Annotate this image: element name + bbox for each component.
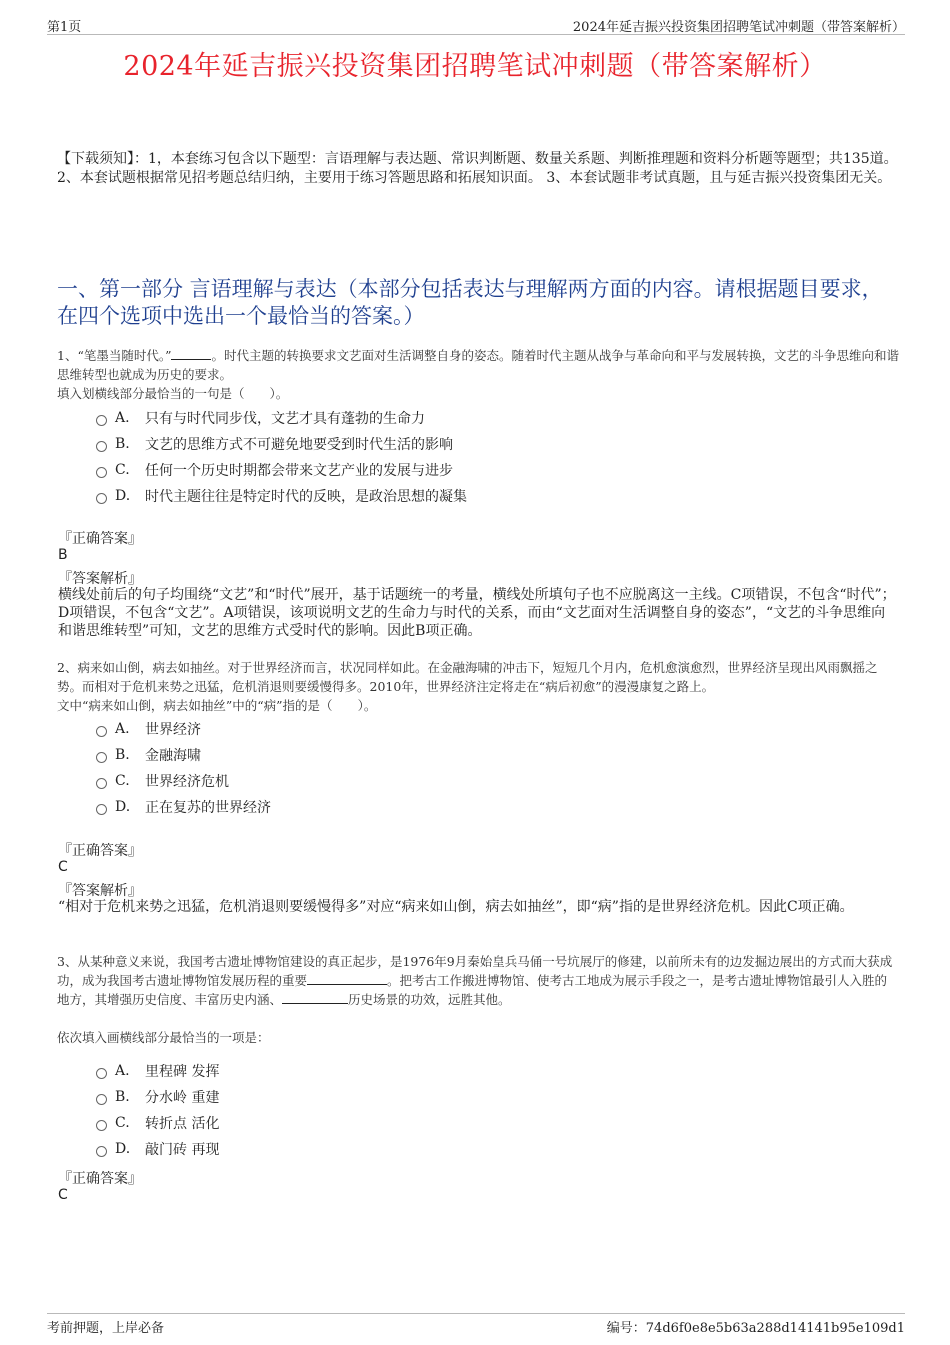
option-d[interactable]: D. 敲门砖 再现: [96, 1136, 796, 1162]
correct-answer-value: C: [58, 1187, 68, 1203]
option-a[interactable]: A. 里程碑 发挥: [96, 1058, 796, 1084]
answer-blank: [171, 347, 211, 360]
option-b[interactable]: B. 分水岭 重建: [96, 1084, 796, 1110]
question-1-text: 1、“笔墨当随时代。” 。时代主题的转换要求文艺面对生活调整自身的姿态。随着时代主题从战争与革命向和平与发展转换，文艺的斗争思维向和谐思维转型也就成为历史的要求。 填入划横线部分最恰当的一句是（ ）。: [57, 348, 899, 401]
radio-icon[interactable]: [96, 1120, 107, 1131]
correct-answer-label: 『正确答案』: [58, 1171, 142, 1187]
option-d[interactable]: D. 时代主题往往是特定时代的反映，是政治思想的凝集: [96, 483, 796, 509]
question-3-prompt: 依次填入画横线部分最恰当的一项是：: [57, 1030, 270, 1045]
option-c[interactable]: C. 世界经济危机: [96, 768, 796, 794]
option-d[interactable]: D. 正在复苏的世界经济: [96, 794, 796, 820]
correct-answer-label: 『正确答案』: [58, 531, 142, 547]
option-a[interactable]: A. 只有与时代同步伐，文艺才具有蓬勃的生命力: [96, 405, 796, 431]
radio-icon[interactable]: [96, 415, 107, 426]
answer-blank: [307, 972, 387, 985]
correct-answer-label: 『正确答案』: [58, 843, 142, 859]
footer-document-id: 编号：74d6f0e8e5b63a288d14141b95e109d1: [606, 1321, 905, 1336]
question-3-text: 3、从某种意义来说，我国考古遗址博物馆建设的真正起步，是1976年9月秦始皇兵马俑一号坑展厅的修建，以前所未有的边发掘边展出的方式而大获成功，成为我国考古遗址博物馆发展历程的重要 。把考古工作搬进博物馆、使考古工地成为展示手段之一，是考古遗址博物馆最引人入胜的地方，其增强历史信度、丰富历史内涵、 历史场景的功效，远胜其他。: [57, 954, 893, 1007]
radio-icon[interactable]: [96, 778, 107, 789]
option-c[interactable]: C. 转折点 活化: [96, 1110, 796, 1136]
radio-icon[interactable]: [96, 1094, 107, 1105]
section-heading: 一、第一部分 言语理解与表达（本部分包括表达与理解两方面的内容。请根据题目要求，在四个选项中选出一个最恰当的答案。）: [57, 277, 883, 328]
explanation-text: “相对于危机来势之迅猛，危机消退则要缓慢得多”对应“病来如山倒，病去如抽丝”，即“病”指的是世界经济危机。因此C项正确。: [58, 899, 854, 915]
question-2-prompt: 文中“病来如山倒，病去如抽丝”中的“病”指的是（ ）。: [57, 698, 377, 713]
explanation-text: 横线处前后的句子均围绕“文艺”和“时代”展开，基于话题统一的考量，横线处所填句子也不应脱离这一主线。C项错误，不包含“时代”；D项错误，不包含“文艺”。A项错误，该项说明文艺的生命力与时代的关系，而由“文艺面对生活调整自身的姿态”，“文艺的斗争思维向和谐思维转型”可知，文艺的思维方式受时代的影响。因此B项正确。: [58, 587, 896, 639]
correct-answer-value: B: [58, 547, 68, 563]
question-1-options: [96, 405, 796, 509]
correct-answer-value: C: [58, 859, 68, 875]
radio-icon[interactable]: [96, 441, 107, 452]
download-notice: 【下载须知】：1，本套练习包含以下题型：言语理解与表达题、常识判断题、数量关系题、判断推理题和资料分析题等题型；共135道。 2、本套试题根据常见招考题总结归纳，主要用于练习答题思路和拓展知识面。 3、本套试题非考试真题，且与延吉振兴投资集团无关。: [57, 151, 898, 186]
footer-slogan: 考前押题，上岸必备: [47, 1321, 165, 1336]
answer-blank: [282, 991, 348, 1004]
question-2-text: 2、病来如山倒，病去如抽丝。对于世界经济而言，状况同样如此。在金融海啸的冲击下，短短几个月内，危机愈演愈烈，世界经济呈现出风雨飘摇之势。而相对于危机来势之迅猛，危机消退则要缓慢得多。2010年，世界经济注定将走在“病后初愈”的漫漫康复之路上。 文中“病来如山倒，病去如抽丝”中的“病”指的是（ ）。: [57, 660, 878, 713]
page-header: [47, 14, 905, 35]
question-3-options: [96, 1058, 796, 1162]
document-title: 2024年延吉振兴投资集团招聘笔试冲刺题（带答案解析）: [123, 51, 827, 82]
option-a[interactable]: A. 世界经济: [96, 716, 796, 742]
radio-icon[interactable]: [96, 726, 107, 737]
radio-icon[interactable]: [96, 493, 107, 504]
page-number: 第1页: [47, 20, 82, 35]
option-b[interactable]: B. 金融海啸: [96, 742, 796, 768]
radio-icon[interactable]: [96, 467, 107, 478]
radio-icon[interactable]: [96, 1146, 107, 1157]
radio-icon[interactable]: [96, 1068, 107, 1079]
question-2-options: [96, 716, 796, 820]
option-c[interactable]: C. 任何一个历史时期都会带来文艺产业的发展与进步: [96, 457, 796, 483]
header-doc-title: 2024年延吉振兴投资集团招聘笔试冲刺题（带答案解析）: [572, 20, 905, 35]
radio-icon[interactable]: [96, 804, 107, 815]
radio-icon[interactable]: [96, 752, 107, 763]
explanation-label: 『答案解析』: [58, 883, 142, 899]
explanation-label: 『答案解析』: [58, 571, 142, 587]
page-footer: [47, 1313, 905, 1334]
option-b[interactable]: B. 文艺的思维方式不可避免地要受到时代生活的影响: [96, 431, 796, 457]
question-1-prompt: 填入划横线部分最恰当的一句是（ ）。: [57, 386, 289, 401]
